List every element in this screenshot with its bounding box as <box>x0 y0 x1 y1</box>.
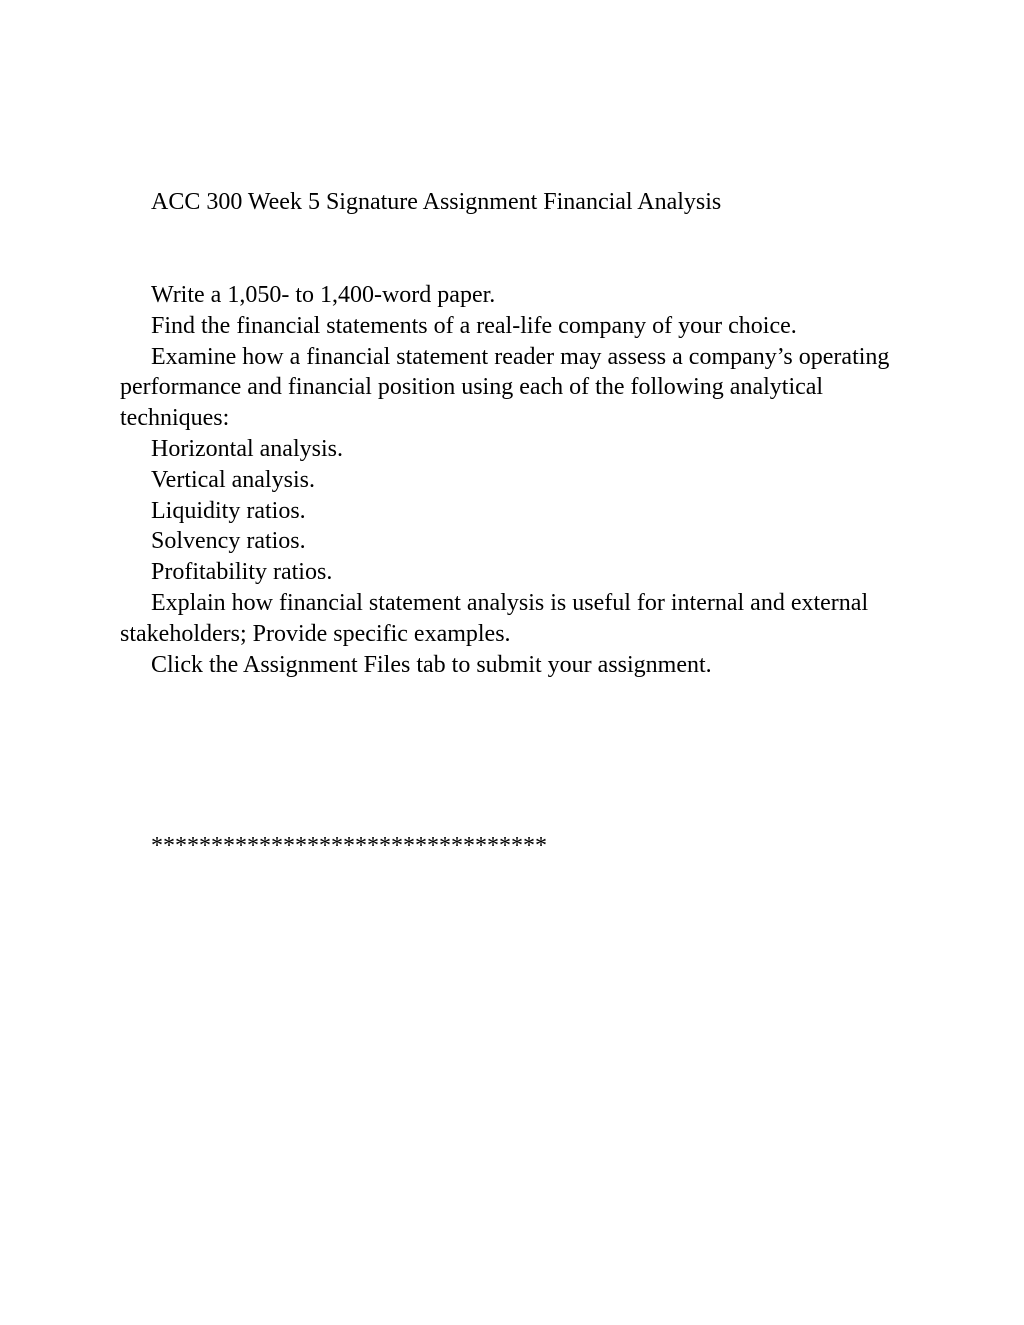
technique-solvency-ratios: Solvency ratios. <box>151 528 306 555</box>
instruction-find-statements: Find the financial statements of a real-life company of your choice. <box>151 312 797 339</box>
technique-horizontal-analysis: Horizontal analysis. <box>151 435 343 462</box>
technique-liquidity-ratios: Liquidity ratios. <box>151 497 306 524</box>
instruction-word-count: Write a 1,050- to 1,400-word paper. <box>151 282 496 308</box>
instruction-explain-usefulness: Explain how financial statement analysis is useful for internal and external stakeholders; Provide specific examples. <box>120 589 869 647</box>
instruction-submit: Click the Assignment Files tab to submit your assignment. <box>151 651 712 678</box>
asterisk-separator: ********************************* <box>151 833 547 859</box>
technique-profitability-ratios: Profitability ratios. <box>151 559 333 586</box>
assignment-instructions <box>120 280 920 680</box>
technique-vertical-analysis: Vertical analysis. <box>151 466 315 493</box>
document-title: ACC 300 Week 5 Signature Assignment Financial Analysis <box>151 189 722 215</box>
instruction-examine: Examine how a financial statement reader may assess a company’s operating performance and financial position using each of the following analytical techniques: <box>120 343 890 432</box>
